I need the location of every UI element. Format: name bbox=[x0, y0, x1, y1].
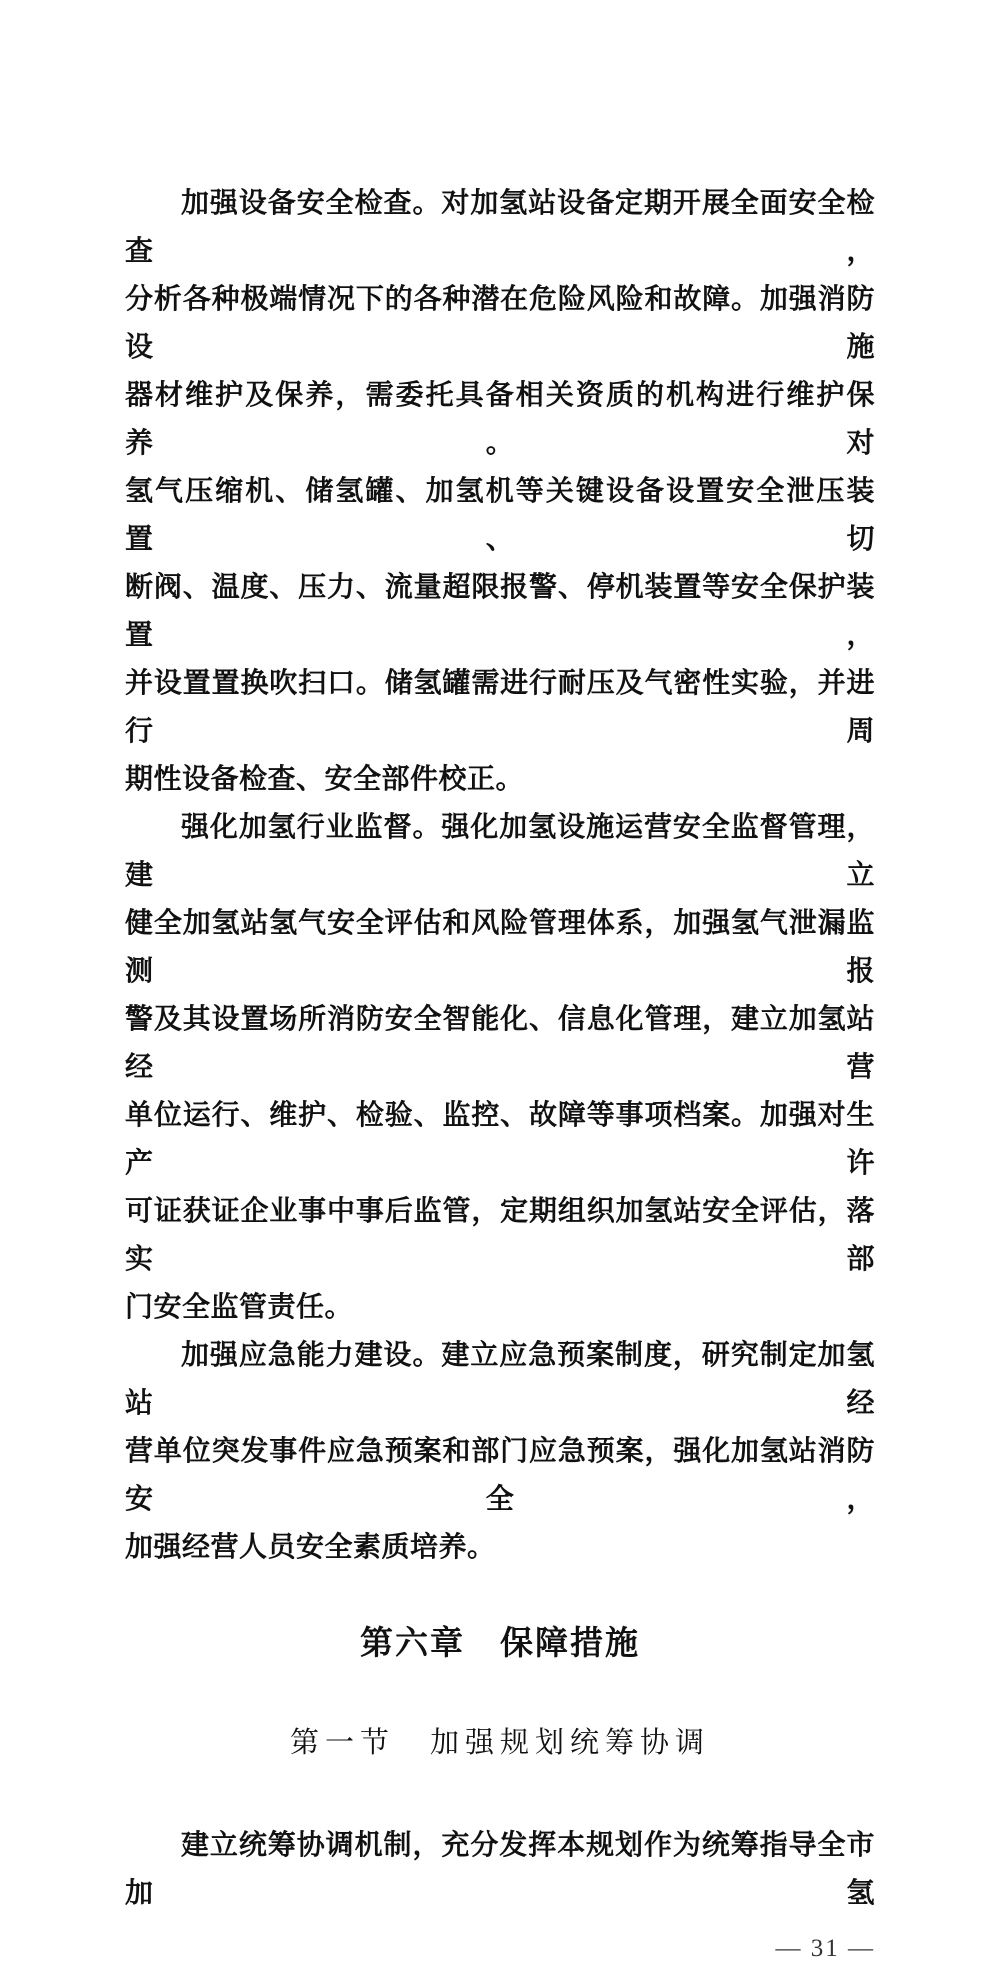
text-line: 分析各种极端情况下的各种潜在危险风险和故障。加强消防设施 bbox=[125, 283, 875, 362]
body-text bbox=[125, 179, 875, 1571]
text-line: 单位运行、维护、检验、监控、故障等事项档案。加强对生产许 bbox=[125, 1099, 875, 1178]
chapter-heading: 第六章 保障措施 bbox=[360, 1624, 640, 1661]
paragraph-equipment-safety-check bbox=[125, 179, 875, 803]
paragraph-emergency-capability bbox=[125, 1331, 875, 1571]
text-line: 营单位突发事件应急预案和部门应急预案，强化加氢站消防安全， bbox=[125, 1435, 875, 1514]
page-number: — 31 — bbox=[775, 1935, 875, 1962]
text-line: 断阀、温度、压力、流量超限报警、停机装置等安全保护装置， bbox=[125, 571, 875, 650]
text-line: 加强应急能力建设。建立应急预案制度，研究制定加氢站经 bbox=[125, 1339, 875, 1418]
text-line: 氢气压缩机、储氢罐、加氢机等关键设备设置安全泄压装置、切 bbox=[125, 475, 875, 554]
text-line: 门安全监管责任。 bbox=[125, 1291, 354, 1322]
paragraph-coordination-mechanism bbox=[125, 1821, 875, 1917]
section-heading: 第一节 加强规划统筹协调 bbox=[289, 1727, 710, 1759]
text-line: 加强设备安全检查。对加氢站设备定期开展全面安全检查， bbox=[125, 187, 875, 266]
text-line: 并设置置换吹扫口。储氢罐需进行耐压及气密性实验，并进行周 bbox=[125, 667, 875, 746]
text-line: 器材维护及保养，需委托具备相关资质的机构进行维护保养。对 bbox=[125, 379, 875, 458]
paragraph-industry-supervision bbox=[125, 803, 875, 1331]
text-line: 可证获证企业事中事后监管，定期组织加氢站安全评估，落实部 bbox=[125, 1195, 875, 1274]
text-line: 强化加氢行业监督。强化加氢设施运营安全监督管理，建立 bbox=[125, 811, 875, 890]
text-line: 健全加氢站氢气安全评估和风险管理体系，加强氢气泄漏监测报 bbox=[125, 907, 875, 986]
text-line: 警及其设置场所消防安全智能化、信息化管理，建立加氢站经营 bbox=[125, 1003, 875, 1082]
text-line: 加强经营人员安全素质培养。 bbox=[125, 1531, 496, 1562]
text-line: 建立统筹协调机制，充分发挥本规划作为统筹指导全市加氢 bbox=[125, 1829, 875, 1908]
text-line: 期性设备检查、安全部件校正。 bbox=[125, 763, 525, 794]
